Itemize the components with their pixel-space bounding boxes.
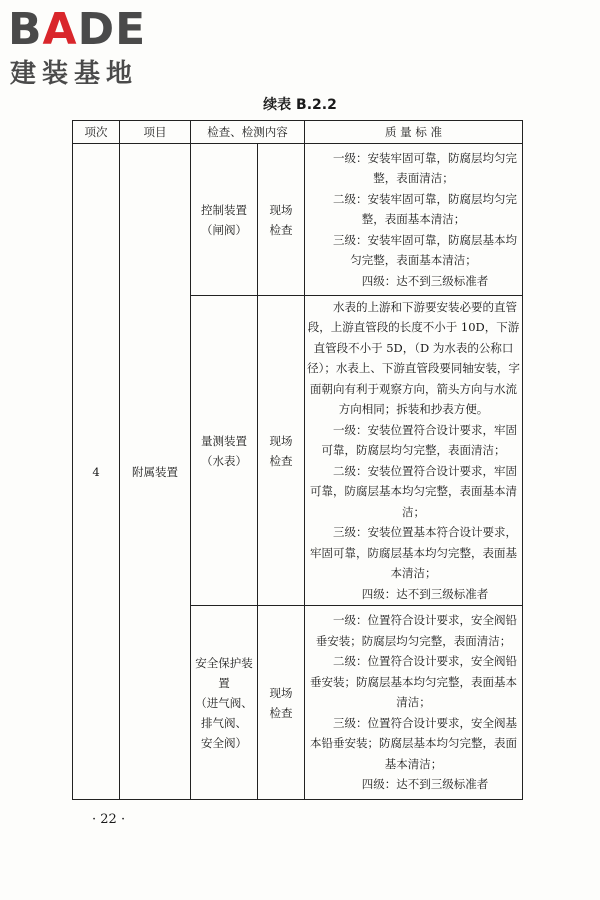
header-item: 项目 [120, 121, 191, 144]
standard-meter: 水表的上游和下游要安装必要的直管段，上游直管段的长度不小于 10D，下游直管段不小于 5D，（D 为水表的公称口径）；水表上、下游直管段要同轴安装，字面朝向有利于观察方向，箭头方向与水流方向相同；拆装和抄表方便。 一级：安装位置符合设计要求，牢固可靠，防腐层均匀完整，表面清洁； 二级：安装位置符合设计要求，牢固可靠，防腐层基本均匀完整，表面基本清洁； 三级：安装位置基本符合设计要求，牢固可靠，防腐层基本均匀完整，表面基本清洁； 四级：达不到三级标准者 [305, 296, 523, 606]
standard-safety: 一级：位置符合设计要求，安全阀铅垂安装；防腐层均匀完整，表面清洁； 二级：位置符合设计要求，安全阀铅垂安装；防腐层基本均匀完整，表面基本清洁； 三级：位置符合设计要求，安全阀基本铅垂安装；防腐层基本均匀完整，表面基本清洁； 四级：达不到三级标准者 [305, 606, 523, 800]
method-safety: 现场 检查 [258, 606, 305, 800]
header-row [73, 121, 523, 144]
table-title: 续表 B.2.2 [263, 97, 337, 113]
row-number: 4 [73, 144, 120, 800]
logo-subtitle: 建装基地 [10, 59, 139, 89]
page-number: · 22 · [92, 812, 126, 827]
method-meter: 现场 检查 [258, 296, 305, 606]
table-row [73, 144, 523, 296]
method-control: 现场 检查 [258, 144, 305, 296]
header-inspection: 检查、检测内容 [191, 121, 305, 144]
header-no: 项次 [73, 121, 120, 144]
quality-standard-table [72, 120, 523, 800]
standard-control: 一级：安装牢固可靠，防腐层均匀完整，表面清洁； 二级：安装牢固可靠，防腐层均匀完整，表面基本清洁； 三级：安装牢固可靠，防腐层基本均匀完整，表面基本清洁； 四级：达不到三级标准者 [305, 144, 523, 296]
device-control: 控制装置 （闸阀） [191, 144, 258, 296]
header-standard: 质 量 标 准 [305, 121, 523, 144]
device-safety: 安全保护装置 （进气阀、 排气阀、 安全阀） [191, 606, 258, 800]
device-meter: 量测装置 （水表） [191, 296, 258, 606]
logo-wordmark: BADE [8, 4, 147, 55]
bade-logo [8, 4, 178, 94]
row-item: 附属装置 [120, 144, 191, 800]
